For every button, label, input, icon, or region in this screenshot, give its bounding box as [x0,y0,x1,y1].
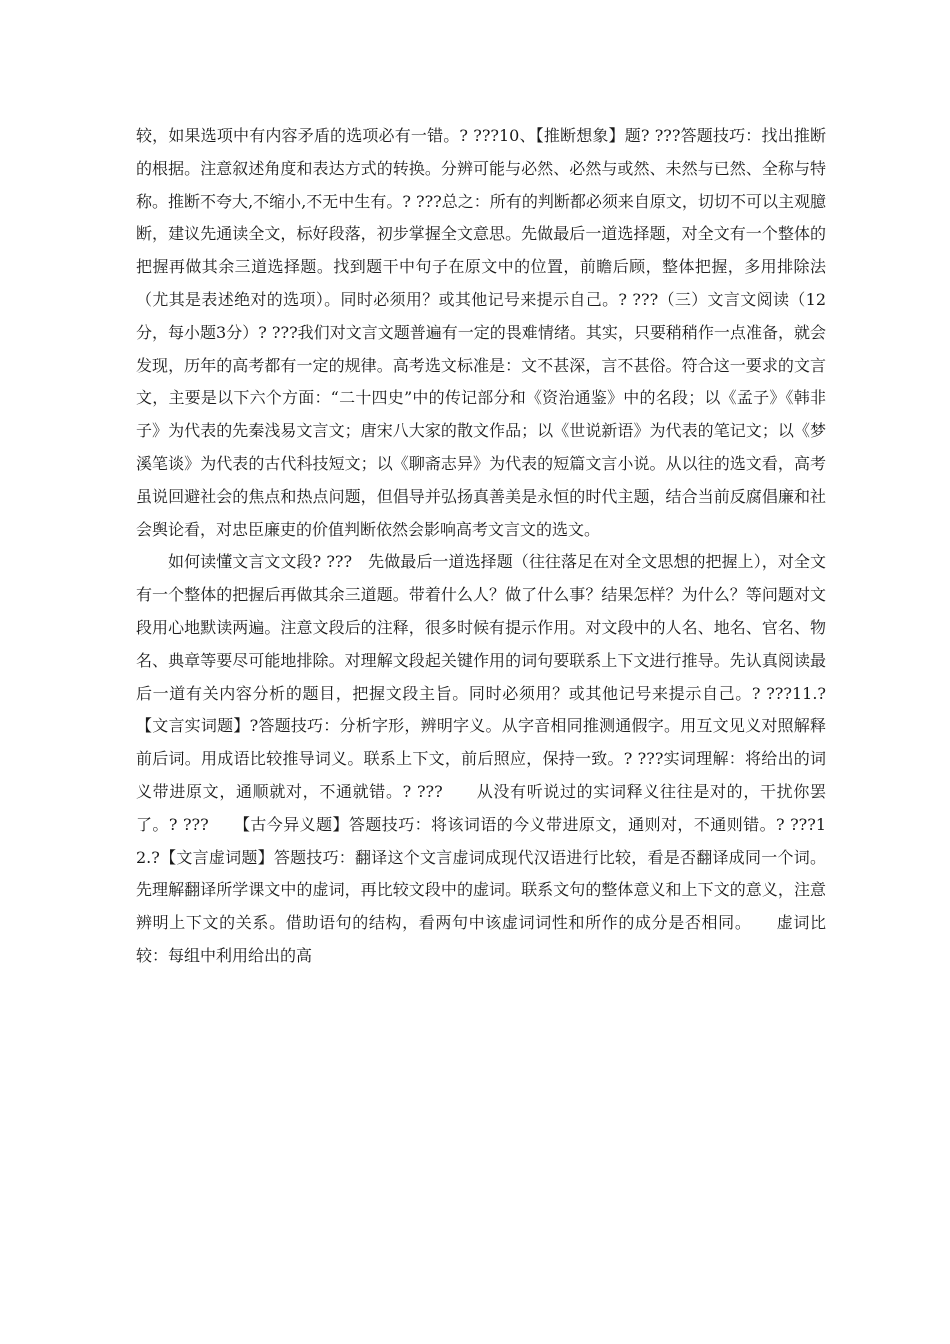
body-text [136,120,826,973]
paragraph-2: 如何读懂文言文文段? ??? 先做最后一道选择题（往往落足在对全文思想的把握上），对全文有一个整体的把握后再做其余三道题。带着什么人？做了什么事？结果怎样？为什么？等问题对文段用心地默读两遍。注意文段后的注释，很多时候有提示作用。对文段中的人名、地名、官名、物名、典章等要尽可能地排除。对理解文段起关键作用的词句要联系上下文进行推导。先认真阅读最后一道有关内容分析的题目，把握文段主旨。同时必须用？或其他记号来提示自己。? ???11.?【文言实词题】?答题技巧：分析字形，辨明字义。从字音相同推测通假字。用互文见义对照解释前后词。用成语比较推导词义。联系上下文，前后照应，保持一致。? ???实词理解：将给出的词义带进原文，通顺就对，不通就错。? ??? 从没有听说过的实词释义往往是对的，干扰你罢了。? ??? 【古今异义题】答题技巧：将该词语的今义带进原文，通则对，不通则错。? ???12.?【文言虚词题】答题技巧：翻译这个文言虚词成现代汉语进行比较，看是否翻译成同一个词。先理解翻译所学课文中的虚词，再比较文段中的虚词。联系文句的整体意义和上下文的意义，注意辨明上下文的关系。借助语句的结构，看两句中该虚词词性和所作的成分是否相同。 虚词比较：每组中利用给出的高 [136,552,826,965]
paragraph-1: 较，如果选项中有内容矛盾的选项必有一错。? ???10、【推断想象】题? ???答题技巧：找出推断的根据。注意叙述角度和表达方式的转换。分辨可能与必然、必然与或然、未然与已然、全称与特称。推断不夸大,不缩小,不无中生有。? ???总之：所有的判断都必须来自原文，切切不可以主观臆断，建议先通读全文，标好段落，初步掌握全文意思。先做最后一道选择题，对全文有一个整体的把握再做其余三道选择题。找到题干中句子在原文中的位置，前瞻后顾，整体把握，多用排除法（尤其是表述绝对的选项）。同时必须用？或其他记号来提示自己。? ???（三）文言文阅读（12分，每小题3分）? ???我们对文言文题普遍有一定的畏难情绪。其实，只要稍稍作一点准备，就会发现，历年的高考都有一定的规律。高考选文标准是：文不甚深，言不甚俗。符合这一要求的文言文，主要是以下六个方面：“二十四史”中的传记部分和《资治通鉴》中的名段；以《孟子》《韩非子》为代表的先秦浅易文言文；唐宋八大家的散文作品；以《世说新语》为代表的笔记文；以《梦溪笔谈》为代表的古代科技短文；以《聊斋志异》为代表的短篇文言小说。从以往的选文看，高考虽说回避社会的焦点和热点问题，但倡导并弘扬真善美是永恒的时代主题，结合当前反腐倡廉和社会舆论看，对忠臣廉吏的价值判断依然会影响高考文言文的选文。 [136,126,826,539]
